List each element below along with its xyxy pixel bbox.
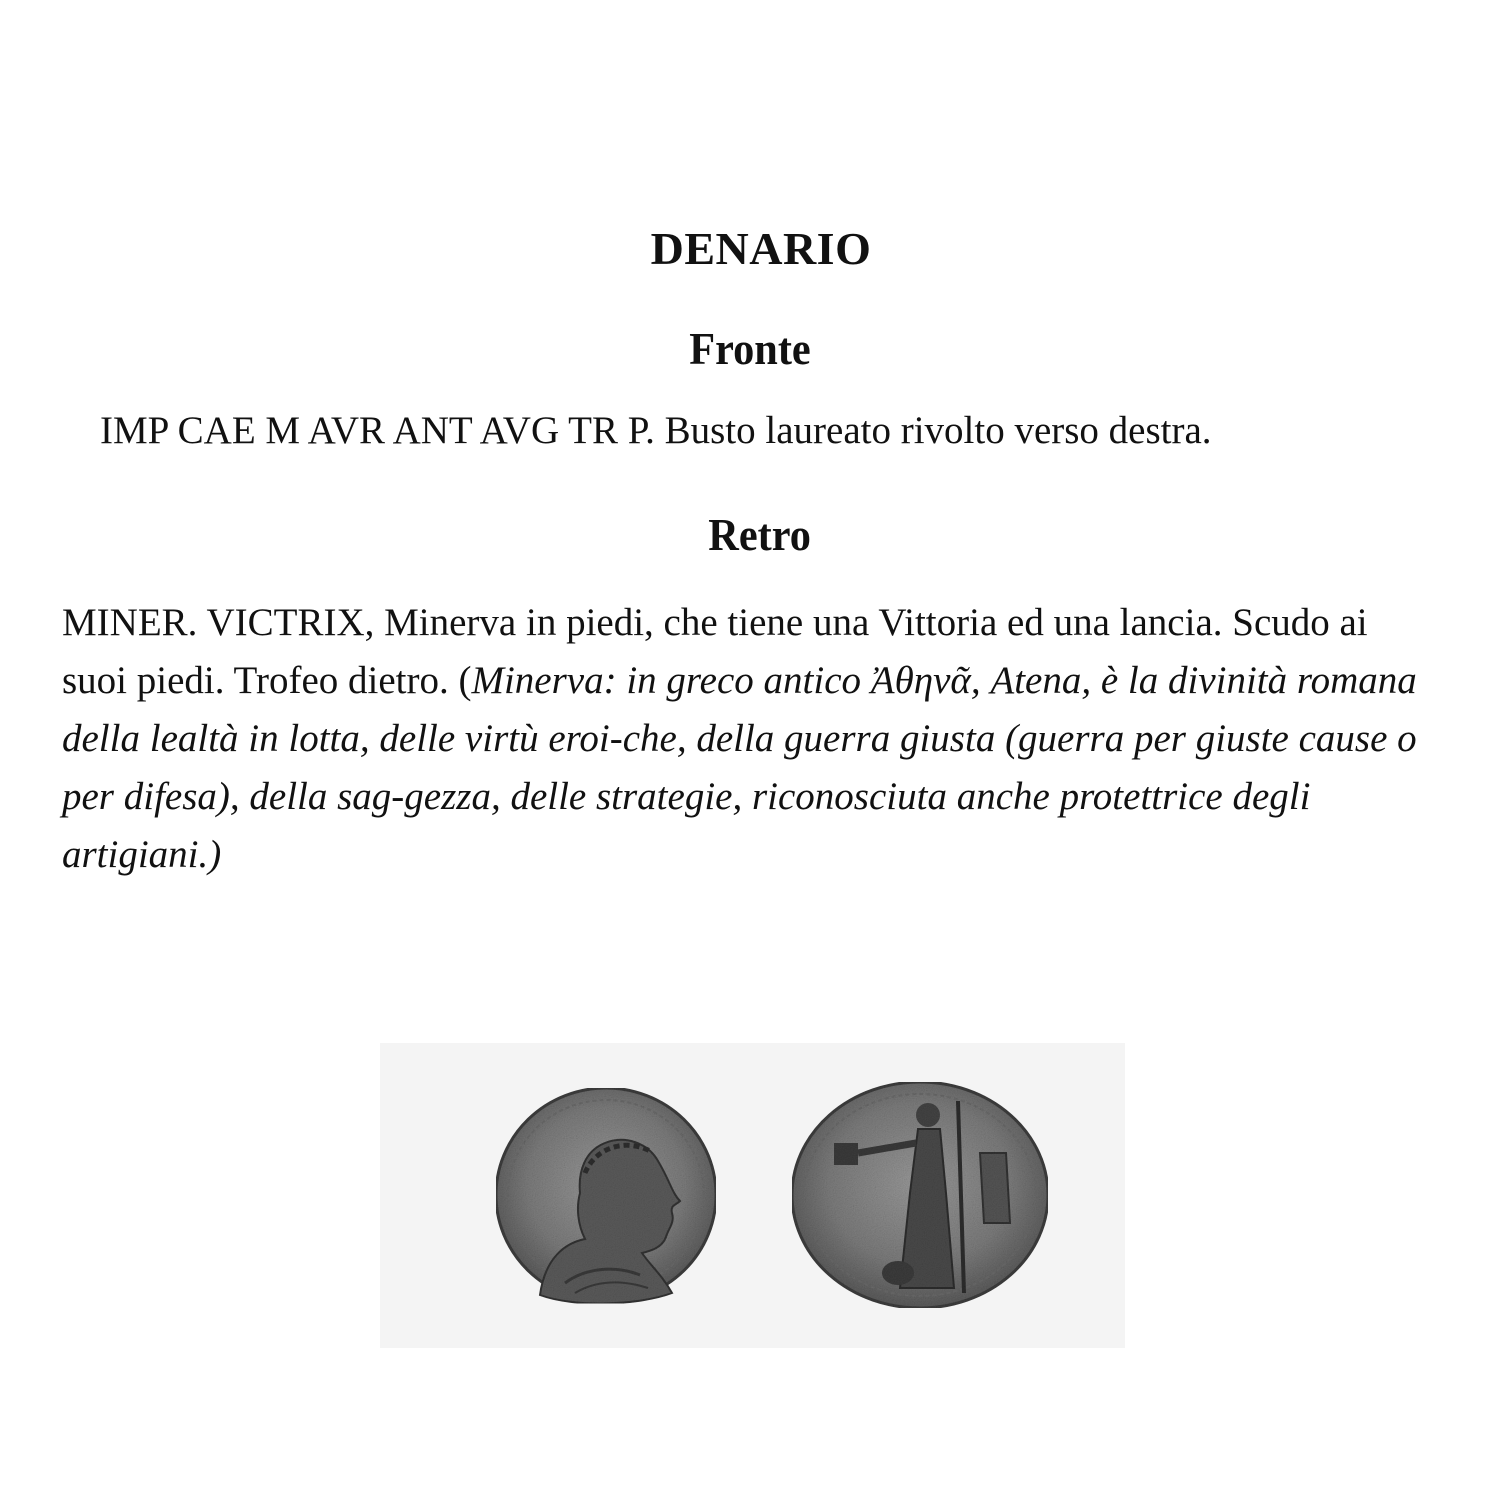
fronte-heading: Fronte	[689, 323, 811, 374]
coin-reverse	[792, 1082, 1048, 1308]
retro-description-italic: Minerva: in greco antico Ἀθηνᾶ, Atena, è la divinità romana della lealtà in lotta, delle virtù eroi-che, della guerra giusta (guerra per giuste cause o per difesa), della sag-gezza, delle strategie, riconosciuta anche protettrice degli artigiani.)	[62, 659, 1417, 876]
retro-description-plain: MINER. VICTRIX, Minerva in piedi, che tiene una Vittoria ed una lancia. Scudo ai suoi piedi. Trofeo dietro. (	[62, 601, 1368, 702]
retro-heading: Retro	[708, 509, 811, 560]
document-title: DENARIO	[650, 223, 872, 274]
fronte-description: IMP CAE M AVR ANT AVG TR P. Busto laureato rivolto verso destra.	[100, 409, 1212, 452]
coin-obverse	[496, 1088, 716, 1303]
retro-description	[62, 594, 1432, 884]
coin-photo	[380, 1043, 1125, 1348]
